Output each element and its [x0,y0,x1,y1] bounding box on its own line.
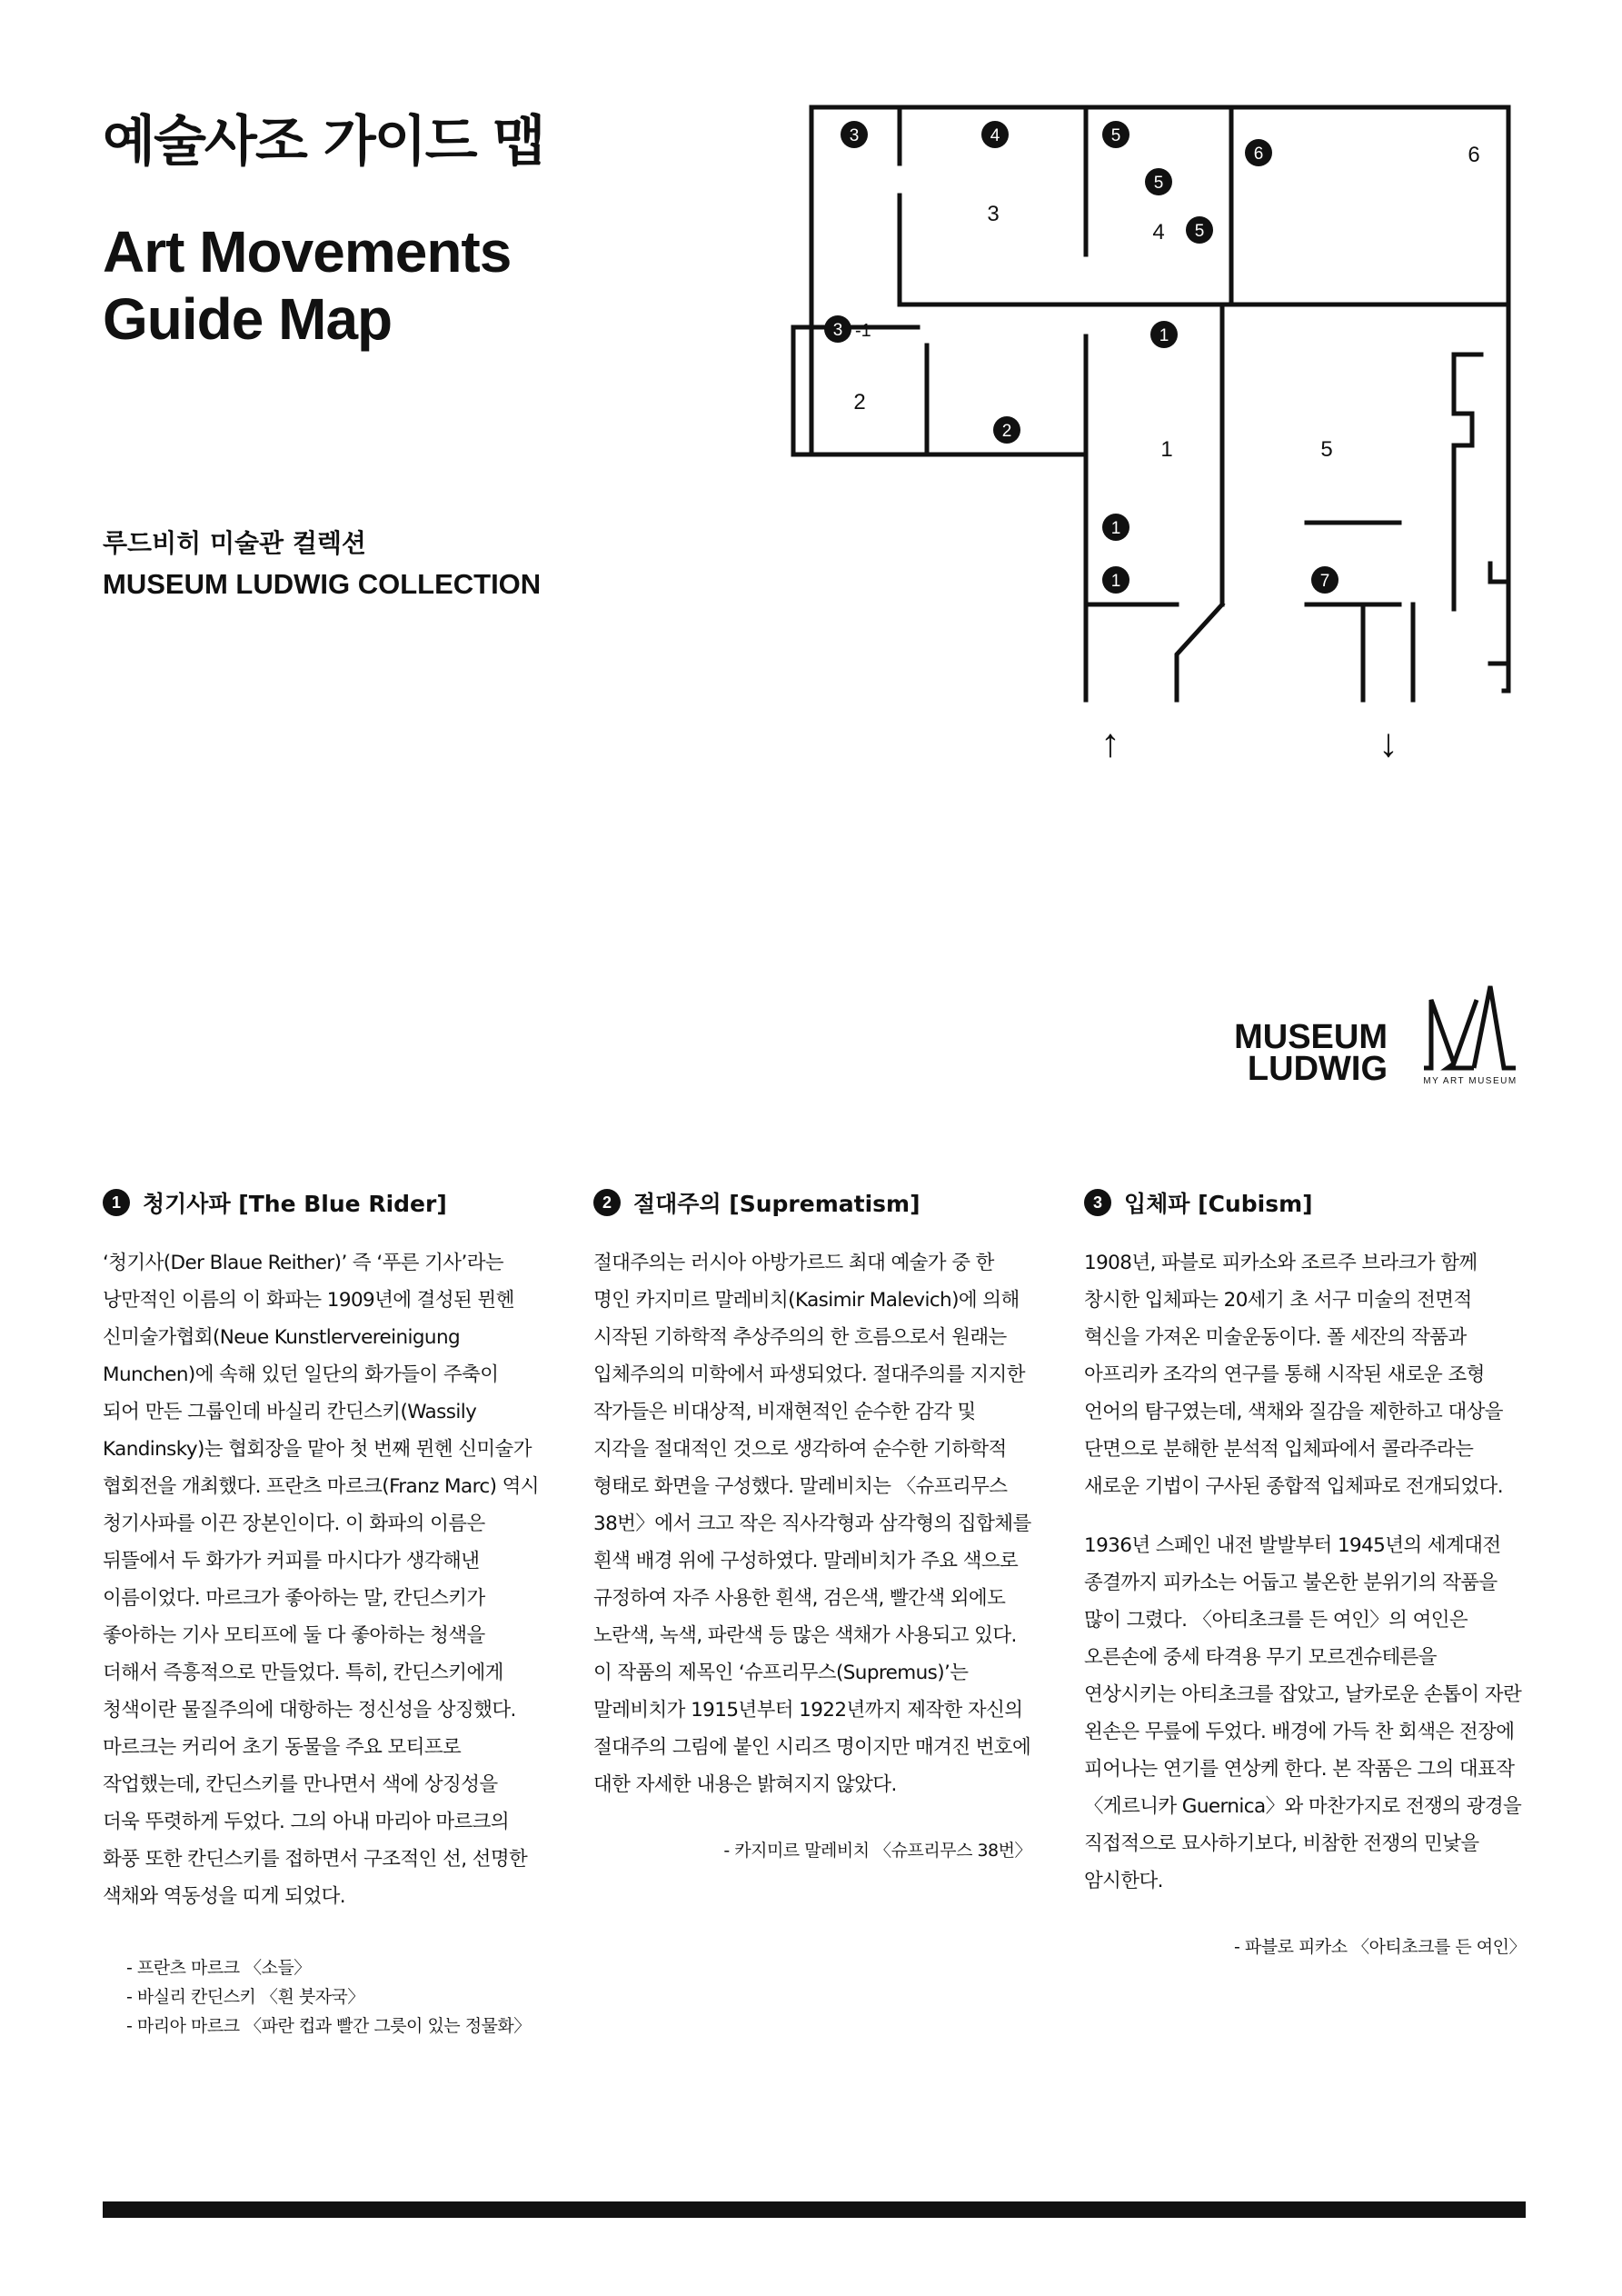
svg-text:5: 5 [1194,222,1205,241]
section-blue-rider [103,1186,539,2041]
map-marker-5-right [1186,216,1213,244]
section-heading [1084,1186,1526,1219]
svg-text:6: 6 [1253,145,1264,164]
artwork-credits [593,1836,1031,1865]
room-label-3: 3 [987,202,1000,226]
svg-text:3: 3 [832,321,843,340]
map-marker-5-mid [1145,168,1172,195]
room-label-5: 5 [1320,437,1333,462]
section-title: 청기사파 [The Blue Rider] [143,1191,447,1217]
room-label-1: 1 [1160,437,1173,462]
logo-line2: LUDWIG [1247,1050,1388,1086]
svg-text:2: 2 [1001,422,1012,441]
artwork-credit: - 파블로 피카소 〈아티초크를 든 여인〉 [1233,1937,1526,1957]
section-title: 입체파 [Cubism] [1124,1191,1313,1217]
section-suprematism [593,1186,1031,1865]
map-marker-2 [993,416,1020,444]
page-title-korean: 예술사조 가이드 맵 [103,110,544,174]
room-label-4: 4 [1152,220,1165,245]
section-number-badge: 1 [103,1189,130,1216]
bottom-rule [103,2201,1526,2218]
logo-mark-icon [1424,986,1516,1068]
map-marker-6 [1245,139,1272,166]
page-title-english [103,218,511,353]
map-markers [824,121,1338,594]
section-number-badge: 2 [593,1189,621,1216]
exit-arrow-icon: ↓ [1378,721,1398,765]
svg-text:1: 1 [1110,572,1121,591]
title-en-line2: Guide Map [103,286,393,352]
floor-plan-map [789,100,1525,773]
map-marker-7 [1311,566,1338,594]
section-heading [103,1186,539,1219]
logo-tagline: MY ART MUSEUM [1423,1076,1518,1086]
artwork-credit: - 마리아 마르크 〈파란 컵과 빨간 그릇이 있는 정물화〉 [126,2016,531,2036]
museum-ludwig-logo [1209,977,1536,1086]
svg-text:4: 4 [990,126,1000,145]
collection-title-korean: 루드비히 미술관 컬렉션 [103,528,366,558]
marker-suffix: -1 [855,321,871,341]
artwork-credit: - 카지미르 말레비치 〈슈프리무스 38번〉 [723,1841,1031,1861]
entrance-arrow-icon: ↑ [1100,721,1120,765]
map-marker-1-upper [1150,321,1178,348]
artwork-credits [1084,1932,1526,1962]
section-body: ‘청기사(Der Blaue Reither)’ 즉 ‘푸른 기사’라는 낭만적인 이름의 이 화파는 1909년에 결성된 뮌헨 신미술가협회(Neue Kunstlervereinigung Munchen)에 속해 있던 일단의 화가들이 주축이 되어 만든 그룹인데 바실리 칸딘스키(Wassily Kandinsky)는 협회장을 맡아 첫 번째 뮌헨 신미술가 협회전을 개최했다. 프란츠 마르크(Franz Marc) 역시 청기사파를 이끈 장본인이다. 이 화파의 이름은 뒤뜰에서 두 화가가 커피를 마시다가 생각해낸 이름이었다. 마르크가 좋아하는 말, 칸딘스키가 좋아하는 기사 모티프에 둘 다 좋아하는 청색을 더해서 즉흥적으로 만들었다. 특히, 칸딘스키에게 청색이란 물질주의에 대항하는 정신성을 상징했다. 마르크는 커리어 초기 동물을 주요 모티프로 작업했는데, 칸딘스키를 만나면서 색에 상징성을 더욱 뚜렷하게 두었다. 그의 아내 마리아 마르크의 화풍 또한 칸딘스키를 접하면서 구조적인 선, 선명한 색채와 역동성을 띠게 되었다. [103,1252,539,1908]
map-marker-5-top [1102,121,1129,148]
map-marker-1-lower [1102,566,1129,594]
map-marker-3-1 [824,315,871,343]
room-label-2: 2 [853,390,866,414]
artwork-credits [103,1953,539,2041]
svg-text:5: 5 [1110,126,1121,145]
svg-text:1: 1 [1159,326,1169,345]
room-label-6: 6 [1468,143,1480,167]
title-en-line1: Art Movements [103,219,512,285]
svg-text:1: 1 [1110,519,1121,538]
map-marker-3-top [841,121,868,148]
svg-text:7: 7 [1319,572,1330,591]
section-title: 절대주의 [Suprematism] [633,1191,920,1217]
map-marker-4 [981,121,1009,148]
artwork-credit: - 바실리 칸딘스키 〈흰 붓자국〉 [126,1987,364,2007]
floor-plan-walls [793,107,1508,700]
section-number-badge: 3 [1084,1189,1111,1216]
section-body: 1908년, 파블로 피카소와 조르주 브라크가 함께 창시한 입체파는 20세기 초 서구 미술의 전면적 혁신을 가져온 미술운동이다. 폴 세잔의 작품과 아프리카 조각의 연구를 통해 시작된 새로운 조형 언어의 탐구였는데, 색채와 질감을 제한하고 대상을 단면으로 분해한 분석적 입체파에서 콜라주라는 새로운 기법이 구사된 종합적 입체파로 전개되었다. [1084,1252,1503,1498]
map-marker-1-middle [1102,514,1129,541]
section-heading [593,1186,1031,1219]
svg-text:5: 5 [1153,174,1164,193]
section-body: 절대주의는 러시아 아방가르드 최대 예술가 중 한 명인 카지미르 말레비치(Kasimir Malevich)에 의해 시작된 기하학적 추상주의의 한 흐름으로서 원래는 입체주의의 미학에서 파생되었다. 절대주의를 지지한 작가들은 비대상적, 비재현적인 순수한 감각 및 지각을 절대적인 것으로 생각하여 순수한 기하학적 형태로 화면을 구성했다. 말레비치는 〈슈프리무스 38번〉에서 크고 작은 직사각형과 삼각형의 집합체를 흰색 배경 위에 구성하였다. 말레비치가 주요 색으로 규정하여 자주 사용한 흰색, 검은색, 빨간색 외에도 노란색, 녹색, 파란색 등 많은 색채가 사용되고 있다. 이 작품의 제목인 ‘슈프리무스(Supremus)’는 말레비치가 1915년부터 1922년까지 제작한 자신의 절대주의 그림에 붙인 시리즈 명이지만 매겨진 번호에 대한 자세한 내용은 밝혀지지 않았다. [593,1252,1031,1796]
artwork-credit: - 프란츠 마르크 〈소들〉 [126,1958,311,1978]
logo-line1: MUSEUM [1234,1018,1388,1056]
section-cubism [1084,1186,1526,1962]
collection-title-english: MUSEUM LUDWIG COLLECTION [103,568,542,600]
section-body: 1936년 스페인 내전 발발부터 1945년의 세계대전 종결까지 피카소는 어둡고 불온한 분위기의 작품을 많이 그렸다. 〈아티초크를 든 여인〉의 여인은 오른손에 중세 타격용 무기 모르겐슈테른을 연상시키는 아티초크를 잡았고, 날카로운 손톱이 자란 왼손은 무릎에 두었다. 배경에 가득 찬 회색은 전장에 피어나는 연기를 연상케 한다. 본 작품은 그의 대표작 〈게르니카 Guernica〉와 마찬가지로 전쟁의 광경을 직접적으로 묘사하기보다, 비참한 전쟁의 민낯을 암시한다. [1084,1534,1522,1892]
svg-text:3: 3 [849,126,860,145]
